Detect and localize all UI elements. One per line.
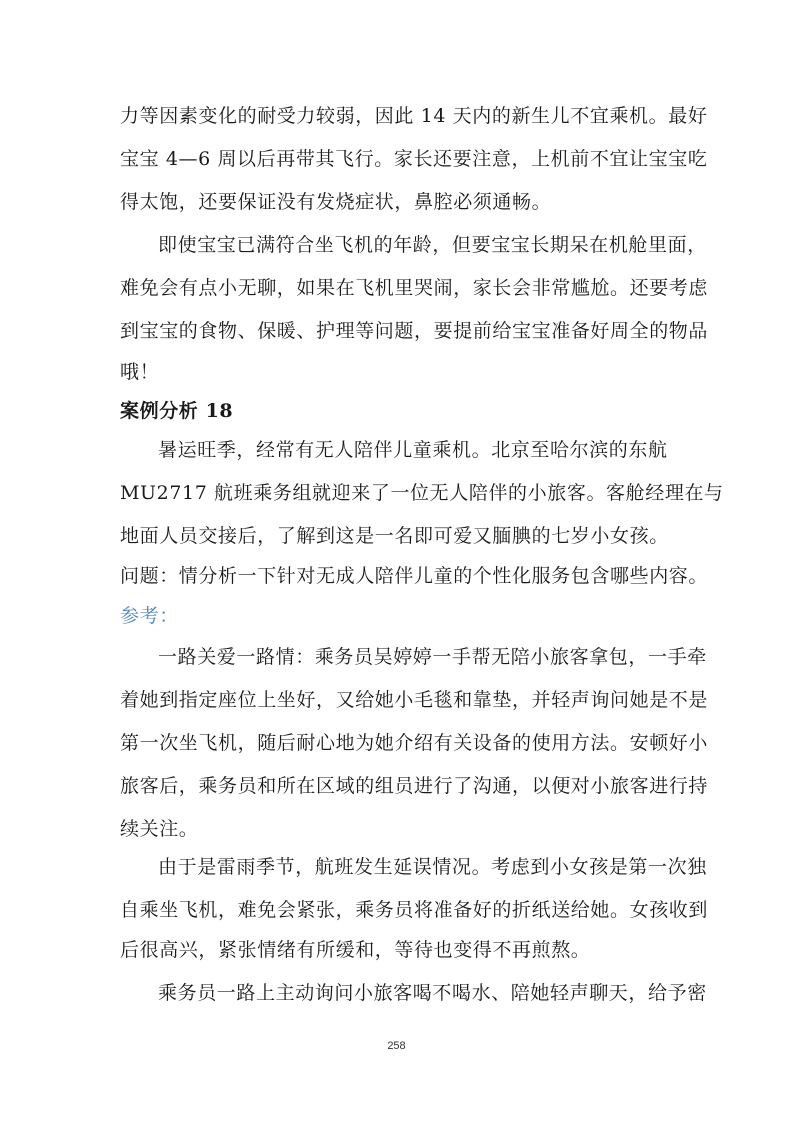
body-text-line: 到宝宝的食物、保暖、护理等问题，要提前给宝宝准备好周全的物品 bbox=[120, 320, 709, 342]
body-text-line: 哦！ bbox=[120, 361, 160, 383]
page-number: 258 bbox=[387, 1040, 406, 1052]
body-text-line: 得太饱，还要保证没有发烧症状，鼻腔必须通畅。 bbox=[120, 191, 552, 213]
reference-label: 参考： bbox=[120, 605, 179, 627]
paragraph-first-line: 暑运旺季，经常有无人陪伴儿童乘机。北京至哈尔滨的东航 bbox=[158, 439, 668, 461]
paragraph-first-line: 由于是雷雨季节，航班发生延误情况。考虑到小女孩是第一次独 bbox=[158, 856, 707, 878]
paragraph-first-line: 一路关爱一路情：乘务员吴婷婷一手帮无陪小旅客拿包，一手牵 bbox=[158, 646, 707, 668]
body-text-line: 旅客后，乘务员和所在区域的组员进行了沟通，以便对小旅客进行持 bbox=[120, 775, 709, 797]
question-line: 问题：情分析一下针对无成人陪伴儿童的个性化服务包含哪些内容。 bbox=[120, 565, 709, 587]
body-text-line: 自乘坐飞机，难免会紧张，乘务员将准备好的折纸送给她。女孩收到 bbox=[120, 899, 709, 921]
body-text-line: 第一次坐飞机，随后耐心地为她介绍有关设备的使用方法。安顿好小 bbox=[120, 732, 709, 754]
body-text-line: 力等因素变化的耐受力较弱，因此 14 天内的新生儿不宜乘机。最好 bbox=[120, 105, 708, 127]
paragraph-first-line: 乘务员一路上主动询问小旅客喝不喝水、陪她轻声聊天，给予密 bbox=[158, 982, 707, 1004]
body-text-line: 着她到指定座位上坐好，又给她小毛毯和靠垫，并轻声询问她是不是 bbox=[120, 689, 709, 711]
body-text-line: 难免会有点小无聊，如果在飞机里哭闹，家长会非常尴尬。还要考虑 bbox=[120, 277, 709, 299]
case-heading: 案例分析 18 bbox=[120, 400, 234, 422]
body-text-line: 续关注。 bbox=[120, 818, 199, 840]
body-text-line: 宝宝 4—6 周以后再带其飞行。家长还要注意，上机前不宜让宝宝吃 bbox=[120, 148, 708, 170]
body-text-line: 后很高兴，紧张情绪有所缓和，等待也变得不再煎熬。 bbox=[120, 939, 591, 961]
body-text-line: 地面人员交接后，了解到这是一名即可爱又腼腆的七岁小女孩。 bbox=[120, 525, 669, 547]
body-text-line: MU2717 航班乘务组就迎来了一位无人陪伴的小旅客。客舱经理在与 bbox=[120, 482, 724, 504]
paragraph-first-line: 即使宝宝已满符合坐飞机的年龄，但要宝宝长期呆在机舱里面， bbox=[158, 234, 707, 256]
